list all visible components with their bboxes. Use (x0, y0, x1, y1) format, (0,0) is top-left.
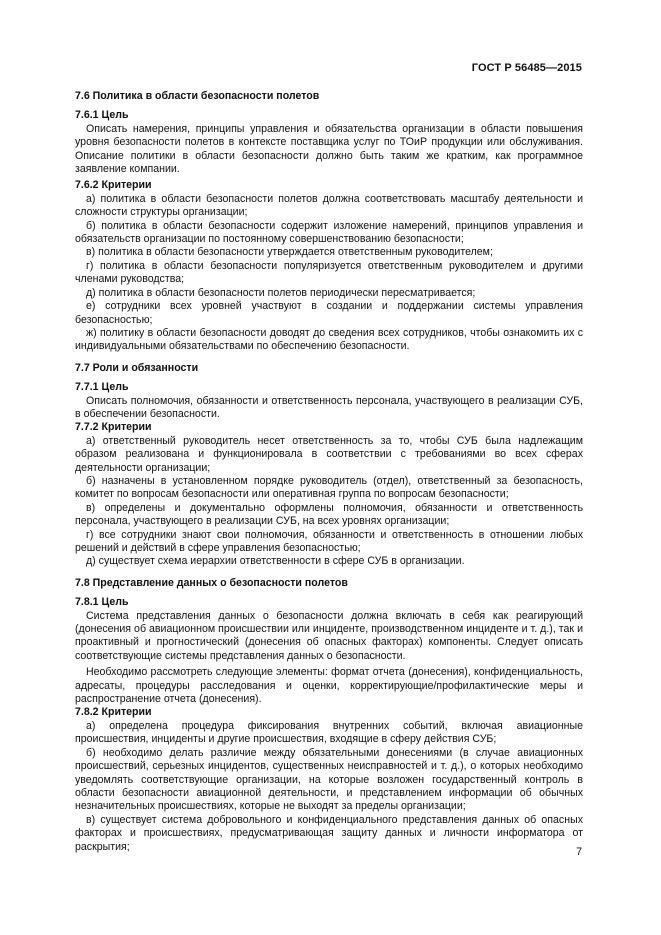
section-title: 7.8 Представление данных о безопасности полетов (75, 576, 348, 589)
paragraph: Необходимо рассмотреть следующие элементы: формат отчета (донесения), конфиденциальность, адресаты, процедуры расследования и оценки, корректирующие/профилактические меры и распространение отчета (донесения). (75, 666, 583, 706)
section-title: 7.7 Роли и обязанности (75, 361, 199, 374)
list-item: а) ответственный руководитель несет ответственность за то, чтобы СУБ была надлежащим образом реализована и функционировала в соответствии с требованиями во всех сферах деятельности организации; (75, 434, 583, 474)
list-item: б) политика в области безопасности содержит изложение намерений, принципов управления и обязательств организации по постоянному совершенствованию безопасности; (75, 219, 583, 246)
section-title: 7.6 Политика в области безопасности полетов (75, 90, 320, 102)
list-item: г) все сотрудники знают свои полномочия, обязанности и ответственность в отношении любых решений и действий в сфере управления безопасностью; (75, 528, 583, 554)
subsection-title: 7.7.2 Критерии (75, 421, 152, 434)
paragraph: Описать полномочия, обязанности и ответственность персонала, участвующего в реализации СУБ, в обеспечении безопасности. (75, 394, 583, 420)
list-item: в) политика в области безопасности утверждается ответственным руководителем; (86, 246, 493, 259)
list-item: ж) политику в области безопасности доводят до сведения всех сотрудников, чтобы ознакомить их с индивидуальными обязательствами по обеспечению безопасности. (75, 326, 583, 353)
document-id: ГОСТ Р 56485—2015 (471, 62, 582, 74)
list-item: е) сотрудники всех уровней участвуют в создании и поддержании системы управления безопасностью; (75, 300, 583, 326)
subsection-title: 7.7.1 Цель (75, 381, 129, 394)
list-item: а) политика в области безопасности полетов должна соответствовать масштабу деятельности и сложности структуры организации; (75, 192, 583, 219)
list-item: а) определена процедура фиксирования внутренних событий, включая авиационные происшествия, инциденты и другие происшествия, входящие в сферу действия СУБ; (75, 719, 583, 746)
list-item: д) существует схема иерархии ответственности в сфере СУБ в организации. (86, 555, 465, 568)
paragraph: Описать намерения, принципы управления и обязательства организации в области повышения уровня безопасности полетов в контексте поставщика услуг по ТОиР продукции или обслуживания. Описание политики в области безопасности должно быть таким же кратким, как программное заявление компании. (75, 122, 583, 176)
paragraph: Система представления данных о безопасности должна включать в себя как реагирующий (донесения об авиационном происшествии или инциденте, производственном инциденте и т. д.), так и проактивный и прогностический (донесения об опасных факторах) компоненты. Следует описать соответствующие системы представления данных о безопасности. (75, 609, 583, 662)
subsection-title: 7.6.2 Критерии (75, 179, 152, 192)
page-content (75, 90, 583, 854)
list-item: в) определены и документально оформлены полномочия, обязанности и ответственность персонала, участвующего в реализации СУБ, на всех уровнях организации; (75, 501, 583, 528)
list-item: б) необходимо делать различие между обязательными донесениями (в случае авиационных происшествий, серьезных инцидентов, существенных неисправностей и т. д.), о которых необходимо уведомлять соответствующие организации, на которые возложен государственный контроль в области безопасности авиационной деятельности, и представлением информации об обычных незначительных происшествиях, которые не выходят за пределы организации; (75, 746, 583, 813)
list-item: б) назначены в установленном порядке руководитель (отдел), ответственный за безопасность, комитет по вопросам безопасности или оперативная группа по вопросам безопасности; (75, 474, 583, 501)
subsection-title: 7.6.1 Цель (75, 109, 129, 122)
list-item: в) существует система добровольного и конфиденциального представления данных об опасных факторах и происшествиях, предусматривающая защиту данных и личности информатора от раскрытия; (75, 813, 583, 853)
page-number: 7 (576, 846, 582, 858)
subsection-title: 7.8.2 Критерии (75, 706, 152, 719)
list-item: г) политика в области безопасности популяризуется ответственным руководителем и другими членами руководства; (75, 259, 583, 286)
list-item: д) политика в области безопасности полетов периодически пересматривается; (86, 286, 476, 299)
subsection-title: 7.8.1 Цель (75, 596, 129, 609)
